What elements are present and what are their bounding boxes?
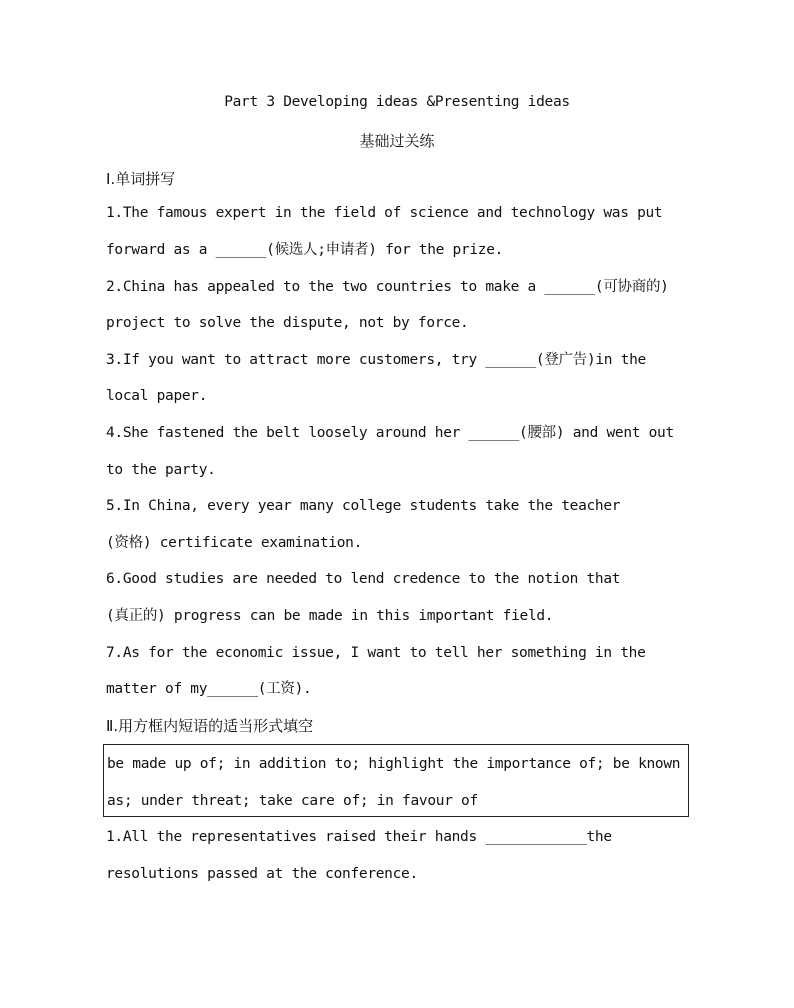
exercise-line: to the party. <box>106 462 216 478</box>
exercise-line: resolutions passed at the conference. <box>106 866 418 882</box>
exercise-line: forward as a ______(候选人;申请者) for the prize. <box>106 242 504 258</box>
section-heading-spelling: Ⅰ.单词拼写 <box>106 170 176 188</box>
exercise-line: 4.She fastened the belt loosely around her ______(腰部) and went out <box>106 425 674 441</box>
phrase-box <box>103 744 689 817</box>
phrase-box-line: be made up of; in addition to; highlight the importance of; be known <box>107 756 681 772</box>
exercise-line: 3.If you want to attract more customers, try ______(登广告)in the <box>106 352 646 368</box>
exercise-line: 1.All the representatives raised their hands ____________the <box>106 829 612 845</box>
exercise-line: 5.In China, every year many college students take the teacher <box>106 498 621 514</box>
exercise-line: (真正的) progress can be made in this important field. <box>106 608 554 624</box>
exercise-line: 6.Good studies are needed to lend credence to the notion that <box>106 571 621 587</box>
page-title: Part 3 Developing ideas &Presenting ideas <box>224 94 570 110</box>
exercise-line: local paper. <box>106 388 208 404</box>
exercise-line: (资格) certificate examination. <box>106 535 363 551</box>
exercise-line: 1.The famous expert in the field of science and technology was put <box>106 205 663 221</box>
exercise-line: project to solve the dispute, not by force. <box>106 315 469 331</box>
page-subtitle: 基础过关练 <box>359 132 435 150</box>
exercise-line: 2.China has appealed to the two countries to make a ______(可协商的) <box>106 279 669 295</box>
exercise-line: matter of my______(工资). <box>106 681 312 697</box>
section-heading-phrases: Ⅱ.用方框内短语的适当形式填空 <box>106 717 314 735</box>
phrase-box-line: as; under threat; take care of; in favour of <box>107 793 478 809</box>
exercise-line: 7.As for the economic issue, I want to tell her something in the <box>106 645 646 661</box>
